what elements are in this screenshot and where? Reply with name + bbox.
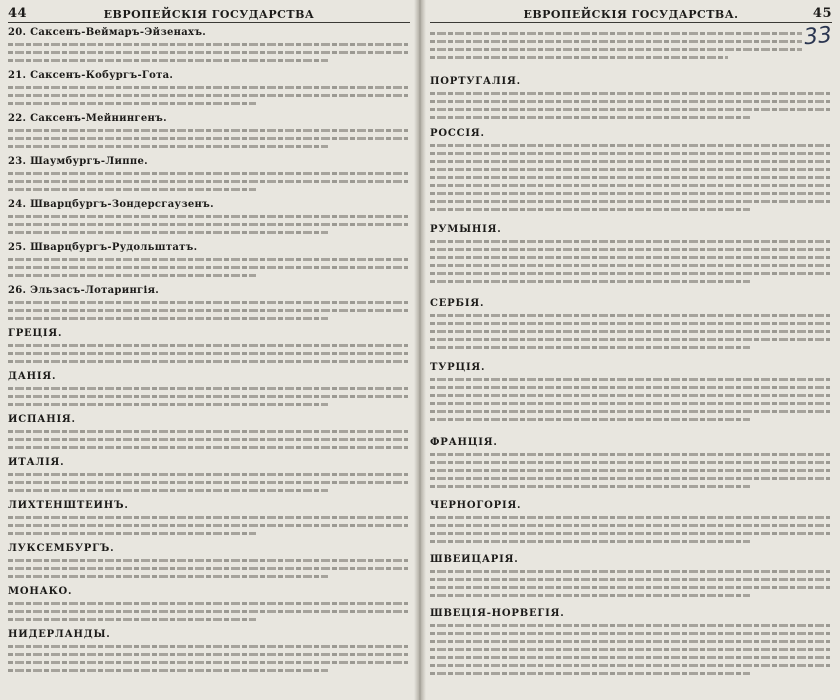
entry-title: 20. Саксенъ-Веймаръ-Эйзенахъ. [8, 27, 207, 38]
text-line [430, 378, 830, 381]
text-line [8, 645, 408, 648]
text-line [430, 168, 830, 171]
right-page-number: 45 [812, 6, 832, 21]
text-line [8, 618, 256, 621]
text-line [8, 258, 408, 261]
entry-saxe-coburg-gotha [8, 70, 408, 110]
text-line [430, 92, 830, 95]
text-line [430, 184, 830, 187]
text-line [430, 192, 830, 195]
entry-title: ЧЕРНОГОРІЯ. [430, 500, 522, 511]
text-line [8, 403, 328, 406]
entry-title: НИДЕРЛАНДЫ. [8, 629, 111, 640]
entry-title: ИСПАНІЯ. [8, 414, 76, 425]
text-line [430, 632, 830, 635]
text-line [8, 395, 408, 398]
entry-romania [430, 224, 830, 288]
entry-russia [430, 128, 830, 216]
text-line [430, 32, 802, 35]
entry-alsace-lorraine [8, 285, 408, 325]
entry-title: 24. Шварцбургъ-Зондерсгаузенъ. [8, 199, 214, 210]
entry-schaumburg-lippe [8, 156, 408, 196]
text-line [8, 532, 256, 535]
text-line [8, 86, 408, 89]
text-line [8, 610, 408, 613]
text-line [430, 394, 830, 397]
entry-title: ЛИХТЕНШТЕЙНЪ. [8, 500, 129, 511]
text-line [430, 664, 830, 667]
text-line [430, 176, 830, 179]
entry-title: РОССІЯ. [430, 128, 485, 139]
text-line [430, 469, 830, 472]
text-line [430, 314, 830, 317]
entry-title: СЕРБІЯ. [430, 298, 485, 309]
entry-liechtenstein [8, 500, 408, 540]
text-line [430, 648, 830, 651]
text-line [430, 672, 750, 675]
entry-schwarzburg-rudolstadt [8, 242, 408, 282]
text-line [430, 116, 750, 119]
text-line [430, 346, 750, 349]
text-line [8, 215, 408, 218]
handwritten-mark: 33 [802, 22, 834, 51]
entry-france [430, 437, 830, 493]
text-line [8, 301, 408, 304]
text-line [430, 40, 802, 43]
text-line [8, 430, 408, 433]
text-line [8, 387, 408, 390]
entry-title: ПОРТУГАЛІЯ. [430, 76, 521, 87]
entry-title: ШВЕЦІЯ-НОРВЕГІЯ. [430, 608, 565, 619]
text-line [8, 188, 256, 191]
text-line [430, 586, 830, 589]
entry-title: ДАНІЯ. [8, 371, 57, 382]
text-line [430, 516, 830, 519]
text-line [430, 152, 830, 155]
text-line [430, 578, 830, 581]
text-line [430, 477, 830, 480]
text-line [430, 540, 750, 543]
text-line [430, 264, 830, 267]
text-line [8, 352, 408, 355]
text-line [430, 461, 830, 464]
text-line [8, 438, 408, 441]
text-line [8, 473, 408, 476]
text-line [8, 231, 328, 234]
text-line [8, 59, 328, 62]
entry-title: 25. Шварцбургъ-Рудольштатъ. [8, 242, 198, 253]
text-line [8, 94, 408, 97]
text-line [8, 669, 328, 672]
text-line [430, 322, 830, 325]
text-line [430, 570, 830, 573]
entry-saxe-meiningen [8, 113, 408, 153]
entry-title: 22. Саксенъ-Мейнингенъ. [8, 113, 167, 124]
text-line [8, 524, 408, 527]
entry-montenegro [430, 500, 830, 548]
text-line [430, 248, 830, 251]
text-line [430, 386, 830, 389]
entry-turkey [430, 362, 830, 426]
entry-title: ЛУКСЕМБУРГЪ. [8, 543, 115, 554]
entry-serbia [430, 298, 830, 354]
text-line [430, 330, 830, 333]
text-line [8, 481, 408, 484]
text-line [8, 317, 328, 320]
text-line [430, 410, 830, 413]
entry-luxembourg [8, 543, 408, 583]
left-page [0, 0, 418, 700]
text-line [8, 516, 408, 519]
entry-netherlands [8, 629, 408, 677]
left-page-number: 44 [8, 6, 28, 21]
entry-title: ГРЕЦІЯ. [8, 328, 63, 339]
text-line [430, 208, 750, 211]
text-line [430, 108, 830, 111]
entry-denmark [8, 371, 408, 411]
entry-title: ФРАНЦІЯ. [430, 437, 498, 448]
text-line [430, 144, 830, 147]
text-line [8, 223, 408, 226]
text-line [430, 56, 728, 59]
entry-switzerland [430, 554, 830, 602]
text-line [430, 532, 830, 535]
entry-title: ИТАЛІЯ. [8, 457, 65, 468]
text-line [8, 145, 328, 148]
text-line [430, 338, 830, 341]
entry-schwarzburg-sondershausen [8, 199, 408, 239]
text-line [430, 594, 750, 597]
text-line [430, 656, 830, 659]
text-line [8, 266, 408, 269]
entry-monaco [8, 586, 408, 626]
text-line [430, 200, 830, 203]
text-line [8, 653, 408, 656]
text-line [8, 567, 408, 570]
entry-sweden-norway [430, 608, 830, 680]
text-line [430, 160, 830, 163]
text-line [8, 274, 256, 277]
text-line [8, 129, 408, 132]
text-line [8, 43, 408, 46]
entry-title: РУМЫНІЯ. [430, 224, 502, 235]
text-line [8, 102, 256, 105]
entry-title: ТУРЦІЯ. [430, 362, 486, 373]
text-line [430, 402, 830, 405]
text-line [8, 172, 408, 175]
entry-italy [8, 457, 408, 497]
text-line [8, 575, 328, 578]
entry-spain [8, 414, 408, 454]
text-line [8, 309, 408, 312]
text-line [430, 640, 830, 643]
text-line [430, 100, 830, 103]
text-line [8, 137, 408, 140]
entry-title: 21. Саксенъ-Кобургъ-Гота. [8, 70, 174, 81]
text-line [8, 51, 408, 54]
text-line [8, 360, 408, 363]
text-line [430, 524, 830, 527]
text-line [430, 256, 830, 259]
text-line [8, 489, 328, 492]
text-line [430, 48, 802, 51]
entry-portugal [430, 76, 830, 124]
left-header-rule [8, 22, 410, 23]
entry-netherlands-continued [430, 28, 802, 64]
entry-title: 23. Шаумбургъ-Липпе. [8, 156, 148, 167]
right-header-rule [430, 22, 832, 23]
entry-title: 26. Эльзасъ-Лотарингія. [8, 285, 160, 296]
entry-title: ШВЕЙЦАРІЯ. [430, 554, 519, 565]
text-line [430, 272, 830, 275]
text-line [430, 418, 750, 421]
entry-title: МОНАКО. [8, 586, 73, 597]
text-line [8, 344, 408, 347]
text-line [8, 180, 408, 183]
right-running-title: ЕВРОПЕЙСКІЯ ГОСУДАРСТВА. [523, 8, 739, 21]
text-line [8, 602, 408, 605]
text-line [8, 559, 408, 562]
entry-greece [8, 328, 408, 368]
text-line [430, 280, 750, 283]
text-line [430, 485, 750, 488]
text-line [430, 453, 830, 456]
entry-saxe-weimar [8, 27, 408, 67]
right-page [422, 0, 840, 700]
text-line [8, 661, 408, 664]
left-running-title: ЕВРОПЕЙСКІЯ ГОСУДАРСТВА [103, 8, 315, 21]
text-line [430, 624, 830, 627]
text-line [8, 446, 408, 449]
text-line [430, 240, 830, 243]
